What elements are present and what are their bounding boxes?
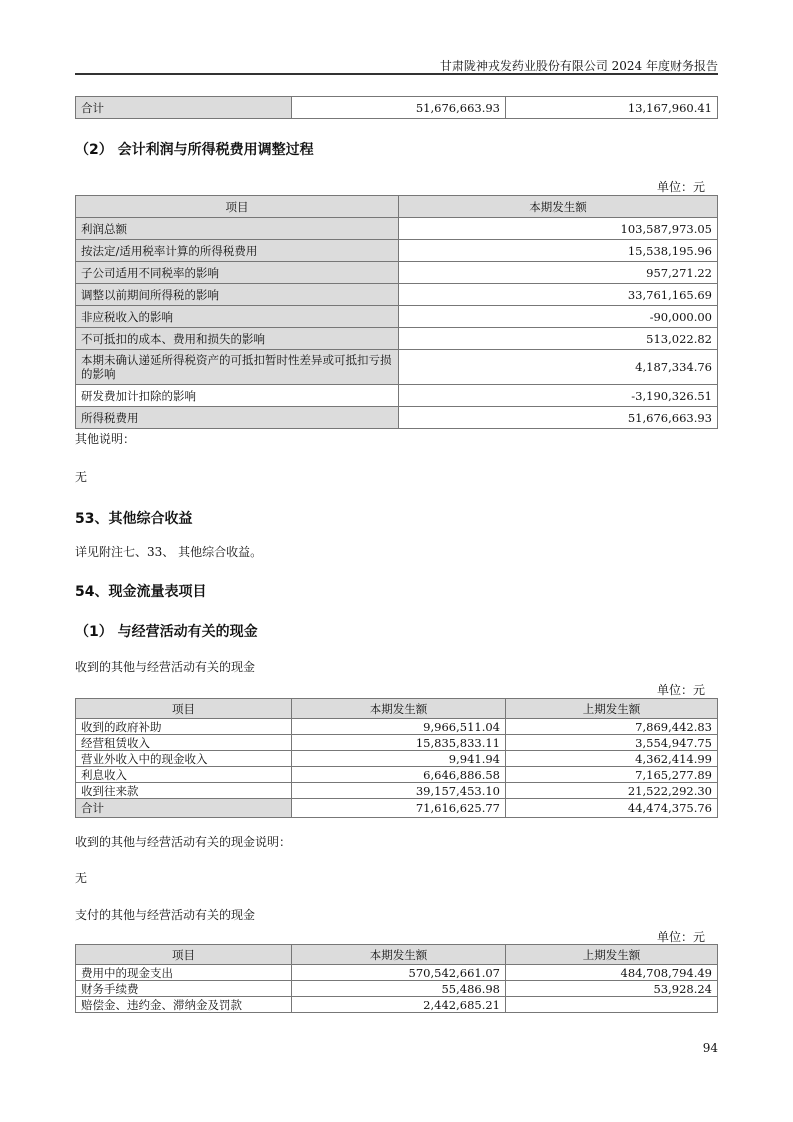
cell: 51,676,663.93 bbox=[399, 407, 718, 429]
cell: 13,167,960.41 bbox=[506, 97, 718, 119]
table-row bbox=[76, 981, 718, 997]
cell: 本期发生额 bbox=[292, 945, 506, 965]
cell: 收到的政府补助 bbox=[76, 719, 292, 735]
section-heading: （2） 会计利润与所得税费用调整过程 bbox=[75, 142, 314, 158]
note-text: 无 bbox=[75, 470, 88, 484]
cell: 484,708,794.49 bbox=[506, 965, 718, 981]
cell: 不可抵扣的成本、费用和损失的影响 bbox=[76, 328, 399, 350]
cell: 6,646,886.58 bbox=[292, 767, 506, 783]
cell: 7,165,277.89 bbox=[506, 767, 718, 783]
table-caption: 支付的其他与经营活动有关的现金 bbox=[75, 908, 256, 922]
tax-adjustment-table bbox=[75, 195, 718, 429]
cell: 合计 bbox=[76, 97, 292, 119]
cell: 上期发生额 bbox=[506, 699, 718, 719]
cell: 本期发生额 bbox=[292, 699, 506, 719]
cash-paid-table bbox=[75, 944, 718, 1013]
cell: 71,616,625.77 bbox=[292, 799, 506, 818]
cell: -90,000.00 bbox=[399, 306, 718, 328]
header-row bbox=[76, 699, 718, 719]
cell: 44,474,375.76 bbox=[506, 799, 718, 818]
cash-received-table bbox=[75, 698, 718, 818]
section-heading: 54、现金流量表项目 bbox=[75, 584, 207, 600]
paragraph: 详见附注七、33、 其他综合收益。 bbox=[75, 545, 263, 559]
cell: 55,486.98 bbox=[292, 981, 506, 997]
cell: 15,538,195.96 bbox=[399, 240, 718, 262]
cell: 51,676,663.93 bbox=[292, 97, 506, 119]
cell: 103,587,973.05 bbox=[399, 218, 718, 240]
cell: 赔偿金、违约金、滞纳金及罚款 bbox=[76, 997, 292, 1013]
cell: 营业外收入中的现金收入 bbox=[76, 751, 292, 767]
table-row bbox=[76, 385, 718, 407]
cell: -3,190,326.51 bbox=[399, 385, 718, 407]
unit-label: 单位：元 bbox=[656, 930, 705, 944]
table-row bbox=[76, 240, 718, 262]
cell: 21,522,292.30 bbox=[506, 783, 718, 799]
cell: 按法定/适用税率计算的所得税费用 bbox=[76, 240, 399, 262]
column-header: 项目 bbox=[76, 196, 399, 218]
table-row bbox=[76, 328, 718, 350]
note-label: 收到的其他与经营活动有关的现金说明： bbox=[75, 835, 292, 849]
cell: 子公司适用不同税率的影响 bbox=[76, 262, 399, 284]
table-row bbox=[76, 306, 718, 328]
table-row bbox=[76, 997, 718, 1013]
cell: 收到往来款 bbox=[76, 783, 292, 799]
cell: 合计 bbox=[76, 799, 292, 818]
cell: 费用中的现金支出 bbox=[76, 965, 292, 981]
cell: 513,022.82 bbox=[399, 328, 718, 350]
cell: 财务手续费 bbox=[76, 981, 292, 997]
report-header: 甘肃陇神戎发药业股份有限公司 2024 年度财务报告 bbox=[439, 59, 718, 73]
income-tax-total-table bbox=[75, 96, 718, 119]
cell: 15,835,833.11 bbox=[292, 735, 506, 751]
cell: 2,442,685.21 bbox=[292, 997, 506, 1013]
cell: 570,542,661.07 bbox=[292, 965, 506, 981]
header-row bbox=[76, 945, 718, 965]
unit-label: 单位：元 bbox=[656, 180, 705, 194]
cell: 所得税费用 bbox=[76, 407, 399, 429]
cell: 经营租赁收入 bbox=[76, 735, 292, 751]
cell: 7,869,442.83 bbox=[506, 719, 718, 735]
cell: 研发费加计扣除的影响 bbox=[76, 385, 399, 407]
cell: 项目 bbox=[76, 945, 292, 965]
cell: 上期发生额 bbox=[506, 945, 718, 965]
table-row bbox=[76, 767, 718, 783]
table-row bbox=[76, 719, 718, 735]
cell: 利息收入 bbox=[76, 767, 292, 783]
cell: 9,966,511.04 bbox=[292, 719, 506, 735]
cell: 9,941.94 bbox=[292, 751, 506, 767]
table-row bbox=[76, 97, 718, 119]
table-row bbox=[76, 407, 718, 429]
cell: 非应税收入的影响 bbox=[76, 306, 399, 328]
note-label: 其他说明： bbox=[75, 432, 136, 446]
cell: 项目 bbox=[76, 699, 292, 719]
table-row bbox=[76, 735, 718, 751]
cell: 调整以前期间所得税的影响 bbox=[76, 284, 399, 306]
cell: 957,271.22 bbox=[399, 262, 718, 284]
cell: 4,187,334.76 bbox=[399, 350, 718, 385]
cell bbox=[506, 997, 718, 1013]
cell: 4,362,414.99 bbox=[506, 751, 718, 767]
header-rule bbox=[75, 73, 718, 75]
table-caption: 收到的其他与经营活动有关的现金 bbox=[75, 660, 256, 674]
cell: 利润总额 bbox=[76, 218, 399, 240]
cell: 3,554,947.75 bbox=[506, 735, 718, 751]
table-row bbox=[76, 284, 718, 306]
note-text: 无 bbox=[75, 871, 88, 885]
cell: 39,157,453.10 bbox=[292, 783, 506, 799]
table-row bbox=[76, 218, 718, 240]
cell: 本期未确认递延所得税资产的可抵扣暂时性差异或可抵扣亏损的影响 bbox=[76, 350, 399, 385]
table-row bbox=[76, 350, 718, 385]
subsection-heading: （1） 与经营活动有关的现金 bbox=[75, 624, 258, 640]
cell: 53,928.24 bbox=[506, 981, 718, 997]
table-row bbox=[76, 799, 718, 818]
table-row bbox=[76, 965, 718, 981]
cell: 33,761,165.69 bbox=[399, 284, 718, 306]
column-header: 本期发生额 bbox=[399, 196, 718, 218]
table-row bbox=[76, 751, 718, 767]
page-number: 94 bbox=[702, 1041, 718, 1055]
unit-label: 单位：元 bbox=[656, 683, 705, 697]
section-heading: 53、其他综合收益 bbox=[75, 511, 193, 527]
table-row bbox=[76, 262, 718, 284]
table-row bbox=[76, 783, 718, 799]
